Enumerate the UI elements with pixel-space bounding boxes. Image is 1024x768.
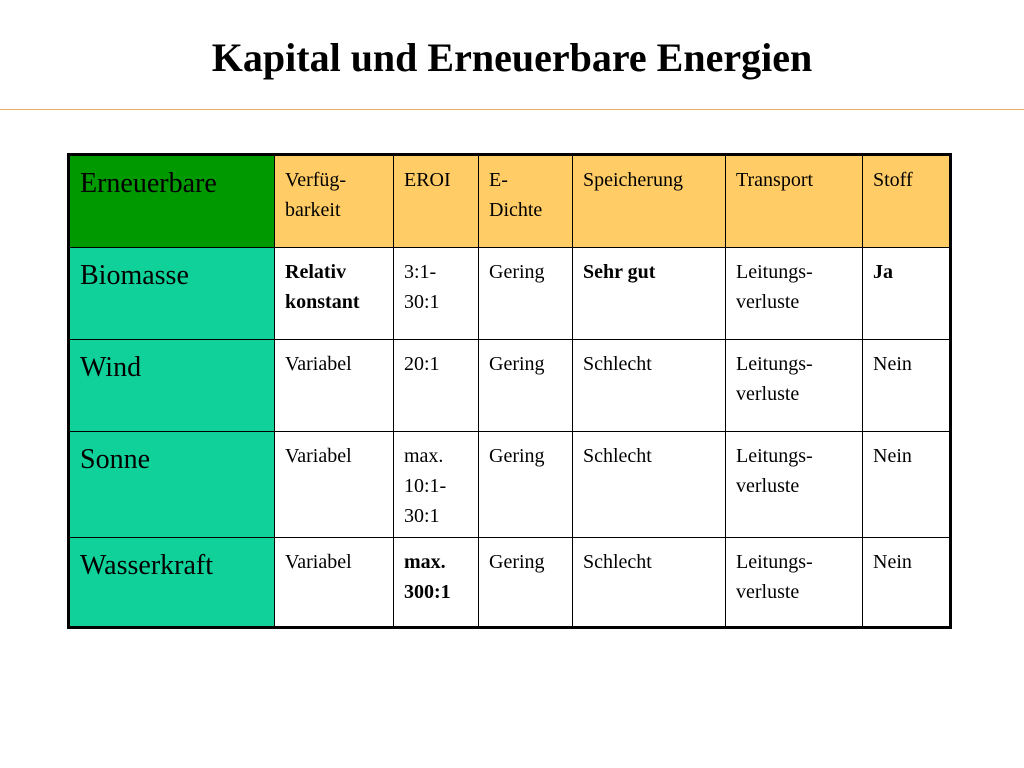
column-header-eroi: EROI (394, 155, 479, 248)
cell-transport: Leitungs- verluste (726, 432, 863, 538)
title-divider (0, 109, 1024, 110)
table-header-row (69, 155, 951, 248)
cell-energy-density: Gering (479, 538, 573, 628)
table-row-wasserkraft (69, 538, 951, 628)
cell-energy-density: Gering (479, 340, 573, 432)
cell-availability: Variabel (275, 538, 394, 628)
table-row-biomasse (69, 248, 951, 340)
cell-transport: Leitungs- verluste (726, 538, 863, 628)
row-header-wasserkraft: Wasserkraft (69, 538, 275, 628)
cell-energy-density: Gering (479, 248, 573, 340)
cell-storage: Sehr gut (573, 248, 726, 340)
column-header-material: Stoff (863, 155, 951, 248)
corner-header-cell: Erneuerbare (69, 155, 275, 248)
cell-eroi: 3:1- 30:1 (394, 248, 479, 340)
cell-material: Ja (863, 248, 951, 340)
column-header-transport: Transport (726, 155, 863, 248)
table-row-wind (69, 340, 951, 432)
cell-material: Nein (863, 538, 951, 628)
energy-comparison-table (67, 153, 952, 629)
cell-material: Nein (863, 432, 951, 538)
table-row-sonne (69, 432, 951, 538)
cell-availability: Relativ konstant (275, 248, 394, 340)
cell-transport: Leitungs- verluste (726, 248, 863, 340)
slide-title: Kapital und Erneuerbare Energien (211, 35, 813, 80)
cell-storage: Schlecht (573, 340, 726, 432)
column-header-energy-density: E- Dichte (479, 155, 573, 248)
cell-eroi: max. 10:1- 30:1 (394, 432, 479, 538)
row-header-wind: Wind (69, 340, 275, 432)
cell-availability: Variabel (275, 432, 394, 538)
cell-storage: Schlecht (573, 432, 726, 538)
column-header-availability: Verfüg- barkeit (275, 155, 394, 248)
cell-transport: Leitungs- verluste (726, 340, 863, 432)
cell-material: Nein (863, 340, 951, 432)
cell-availability: Variabel (275, 340, 394, 432)
cell-eroi: 20:1 (394, 340, 479, 432)
column-header-storage: Speicherung (573, 155, 726, 248)
row-header-sonne: Sonne (69, 432, 275, 538)
cell-energy-density: Gering (479, 432, 573, 538)
cell-eroi: max. 300:1 (394, 538, 479, 628)
row-header-biomasse: Biomasse (69, 248, 275, 340)
cell-storage: Schlecht (573, 538, 726, 628)
